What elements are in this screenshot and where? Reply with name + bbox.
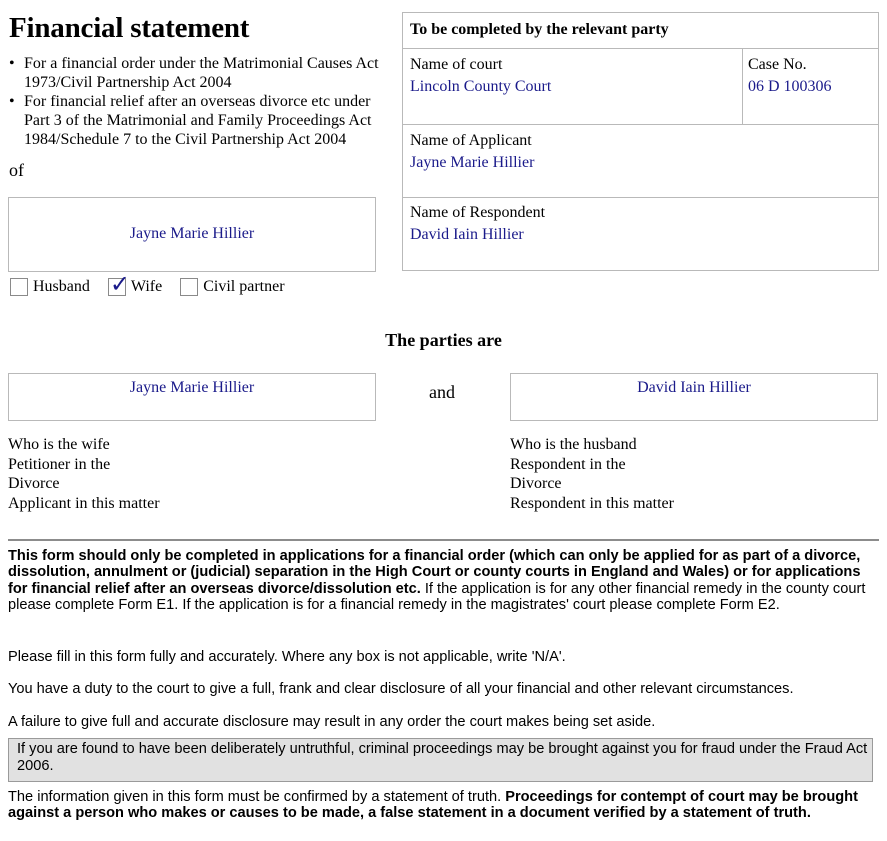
party1-description-line: Petitioner in the xyxy=(8,455,111,473)
checkmark-icon: ✓ xyxy=(109,270,130,299)
husband-label: Husband xyxy=(33,278,90,296)
statement-of-truth-note xyxy=(8,789,876,822)
fill-instructions: Please fill in this form fully and accurately. Where any box is not applicable, write 'N/A'. xyxy=(8,649,566,665)
civil-partner-label: Civil partner xyxy=(203,278,285,296)
party2-description-line: Respondent in this matter xyxy=(510,495,674,513)
role-checkbox-group xyxy=(10,270,299,300)
case-number-cell xyxy=(743,49,879,124)
party1-description-line: Applicant in this matter xyxy=(8,495,160,513)
court-name-field[interactable]: Lincoln County Court xyxy=(410,78,552,95)
case-number-field[interactable]: 06 D 100306 xyxy=(748,78,832,95)
party1-description xyxy=(8,435,160,514)
form-usage-note xyxy=(8,548,876,614)
respondent-name-field[interactable]: David Iain Hillier xyxy=(410,226,524,243)
respondent-label: Name of Respondent xyxy=(410,204,546,221)
party2-description-line: Who is the husband xyxy=(510,436,637,453)
case-number-label: Case No. xyxy=(748,56,807,73)
section-divider xyxy=(8,539,879,541)
applicant-cell xyxy=(403,124,878,198)
parties-heading: The parties are xyxy=(385,330,502,350)
wife-checkbox[interactable] xyxy=(108,270,130,299)
statement-of-truth-text: The information given in this form must be confirmed by a statement of truth. xyxy=(8,789,506,805)
fraud-warning-box: If you are found to have been deliberately untruthful, criminal proceedings may be brought against you for fraud under the Fraud Act 2006. xyxy=(8,738,873,782)
court-name-cell xyxy=(403,49,743,124)
statement-of-name-field[interactable]: Jayne Marie Hillier xyxy=(8,197,376,272)
respondent-cell xyxy=(403,198,878,271)
disclosure-failure-note: A failure to give full and accurate disclosure may result in any order the court makes being set aside. xyxy=(8,714,656,730)
disclosure-duty-note: You have a duty to the court to give a full, frank and clear disclosure of all your financial and other relevant circumstances. xyxy=(8,681,794,697)
applicant-name-field[interactable]: Jayne Marie Hillier xyxy=(410,154,535,171)
party2-description xyxy=(510,435,674,514)
applicability-list xyxy=(8,54,393,149)
form-usage-note-bold: This form should only be completed in applications for a financial order (which can only be applied for as part of a divorce, dissolution, annulment or (judicial) separation in the High Court or county courts in England and Wales) or for applications for financial relief after an overseas divorce/dissolution etc. xyxy=(8,548,861,597)
party2-description-line: Divorce xyxy=(510,475,562,493)
wife-label: Wife xyxy=(130,278,163,296)
husband-checkbox[interactable] xyxy=(10,278,28,296)
of-label: of xyxy=(9,160,24,180)
court-name-label: Name of court xyxy=(410,56,503,73)
party1-description-line: Divorce xyxy=(8,475,60,493)
and-label: and xyxy=(429,382,455,402)
party1-description-line: Who is the wife xyxy=(8,436,110,453)
civil-partner-checkbox[interactable] xyxy=(180,278,198,296)
applicability-item: • For a financial order under the Matrimonial Causes Act 1973/Civil Partnership Act 2004 xyxy=(8,54,393,92)
form-usage-note-rest: If the application is for any other financial remedy in the county court please complete Form E1. If the application is for a financial remedy in the magistrates' court please complete Form E2. xyxy=(8,580,866,614)
contempt-warning-text: Proceedings for contempt of court may be brought against a person who makes or causes to be made, a false statement in a document verified by a statement of truth. xyxy=(8,789,858,822)
party2-name-field[interactable]: David Iain Hillier xyxy=(510,373,878,421)
relevant-party-panel xyxy=(402,12,879,271)
party1-name-field[interactable]: Jayne Marie Hillier xyxy=(8,373,376,421)
applicant-label: Name of Applicant xyxy=(410,132,532,149)
form-title: Financial statement xyxy=(9,12,250,44)
panel-heading: To be completed by the relevant party xyxy=(403,13,878,49)
applicability-item: • For financial relief after an overseas divorce etc under Part 3 of the Matrimonial and Family Proceedings Act 1984/Schedule 7 to the Civil Partnership Act 2004 xyxy=(8,92,393,149)
party2-description-line: Respondent in the xyxy=(510,455,626,473)
